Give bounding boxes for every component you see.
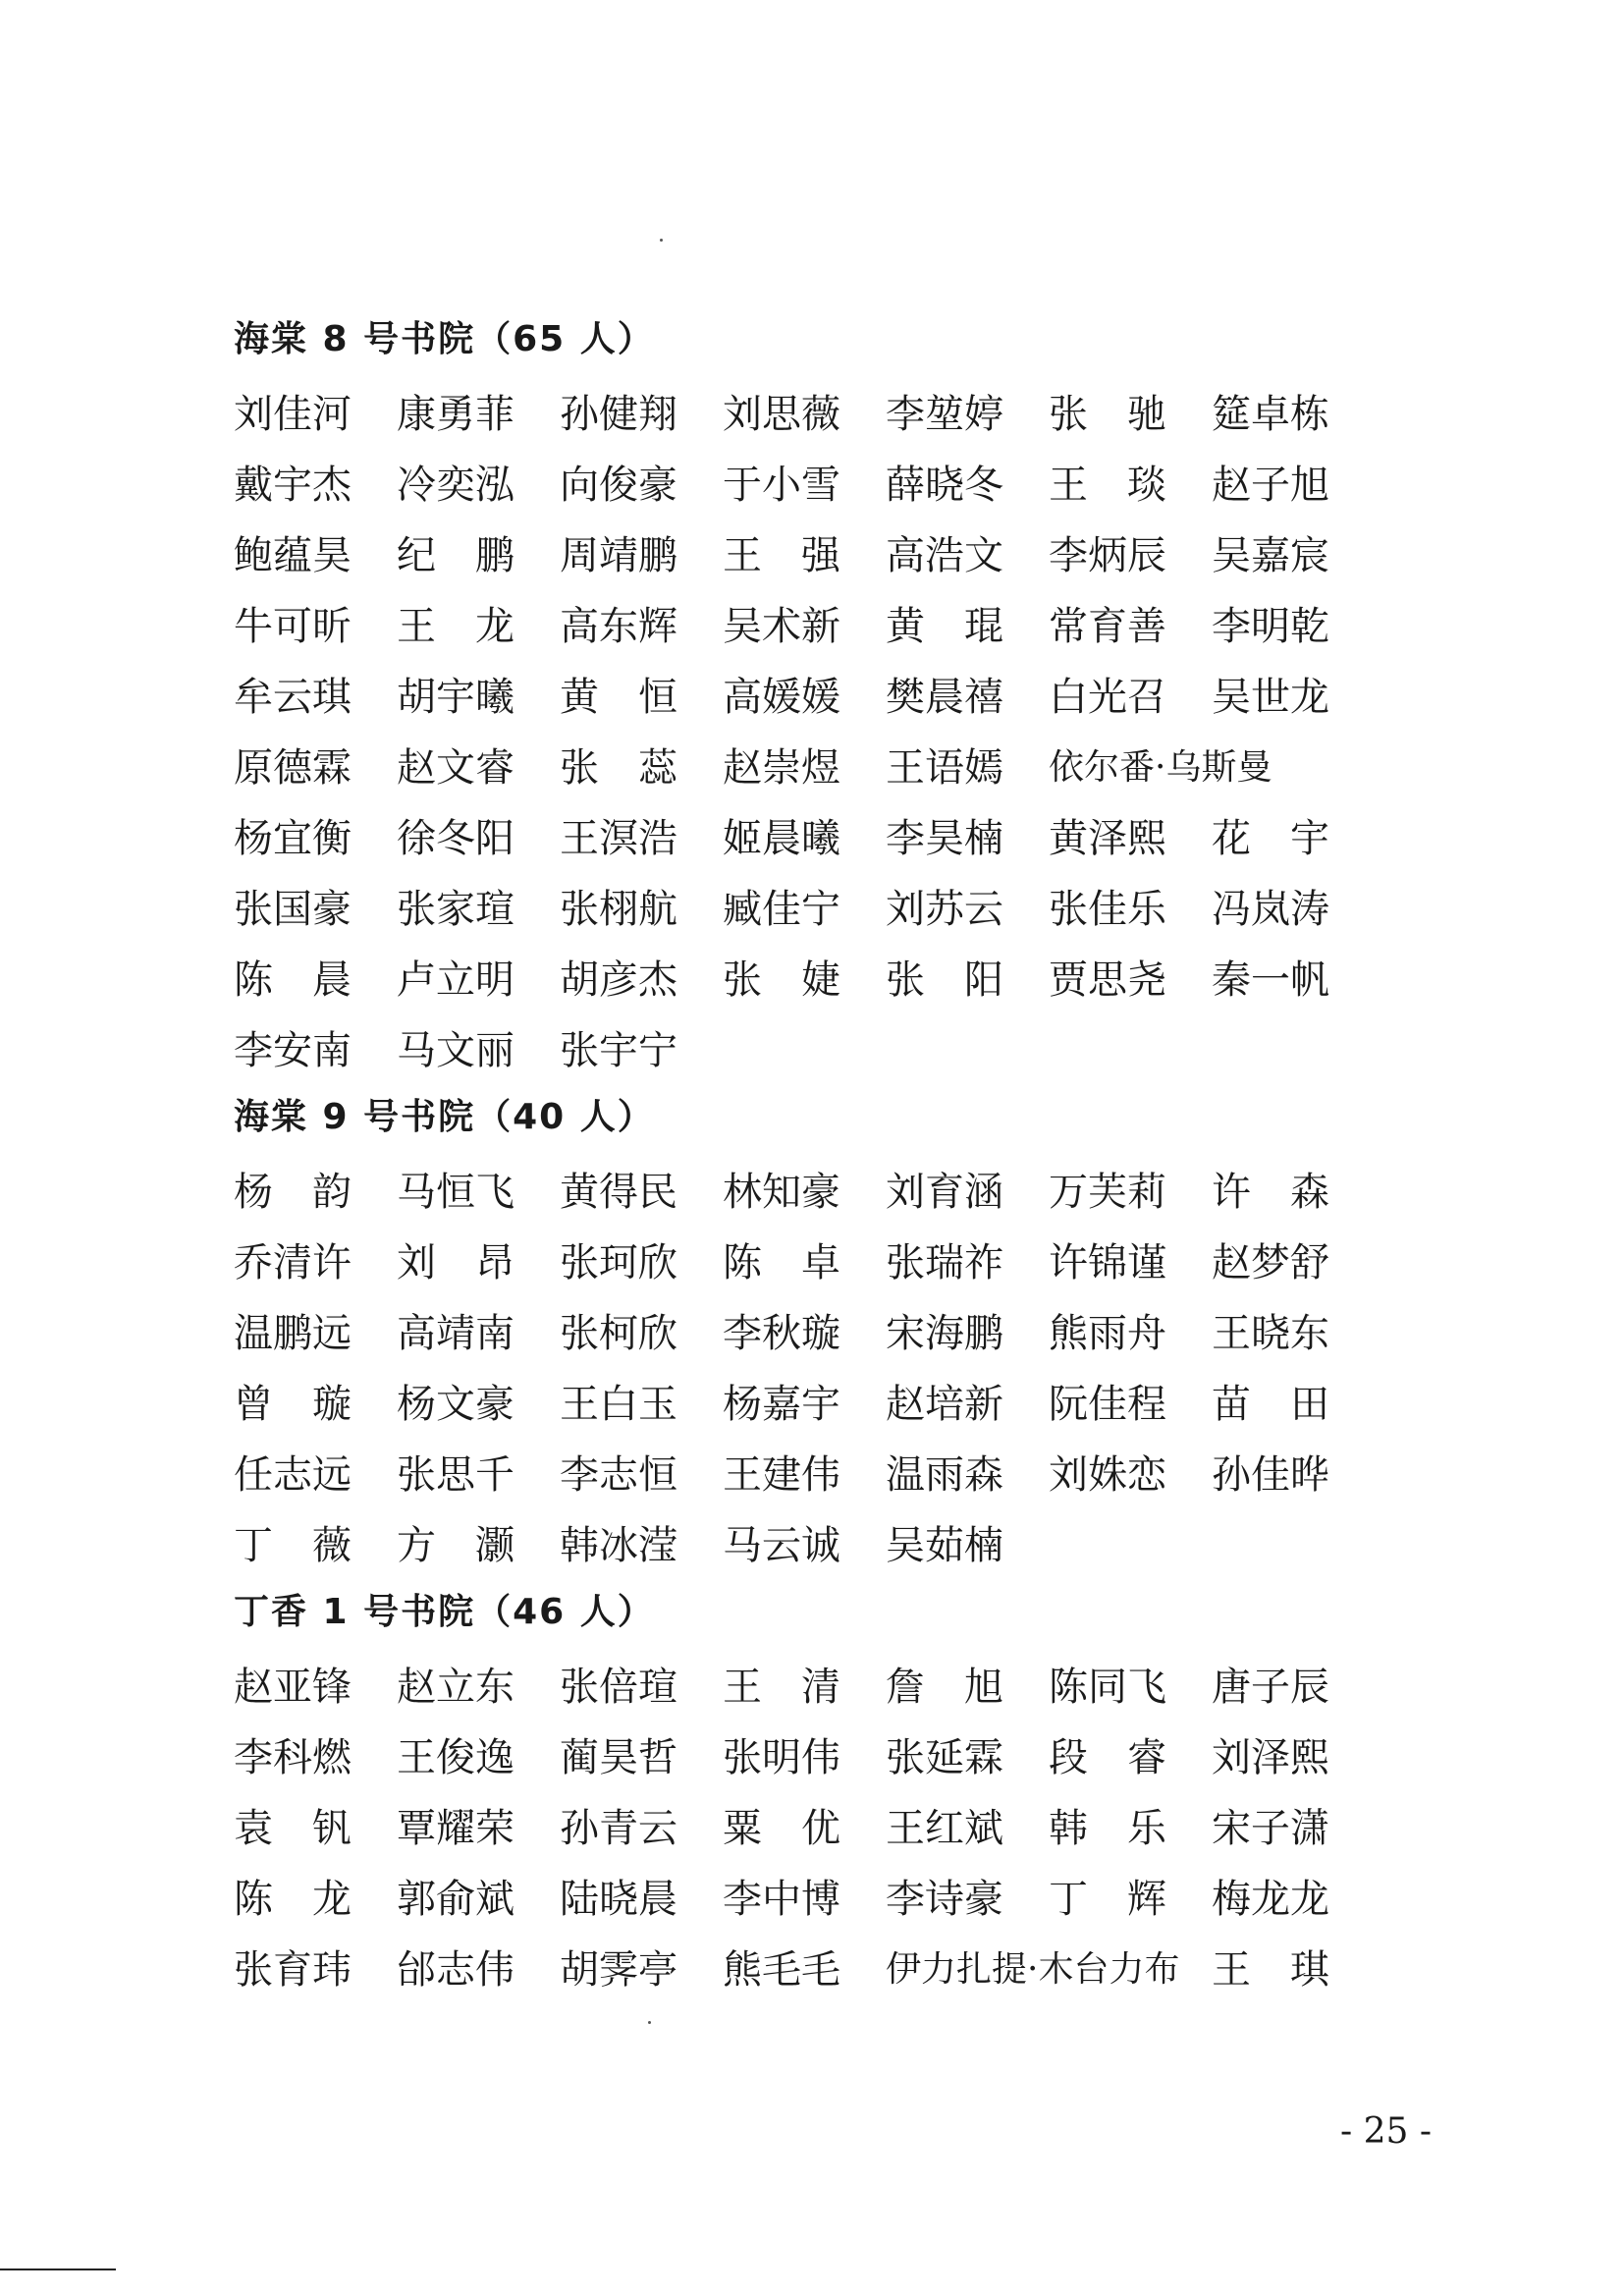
- person-name: 张家瑄: [397, 886, 514, 932]
- person-name: 薛晓冬: [886, 462, 1003, 508]
- person-name: 赵子旭: [1212, 462, 1329, 508]
- person-name: 张思千: [397, 1451, 514, 1498]
- person-name: 依尔番·乌斯曼: [1049, 746, 1272, 788]
- person-name: 张延霖: [886, 1734, 1003, 1780]
- person-name: 黄琨: [886, 603, 1043, 649]
- person-name: 马文丽: [397, 1027, 514, 1073]
- person-name: 张育玮: [234, 1946, 352, 1993]
- person-name: 王清: [723, 1664, 880, 1710]
- person-name: 林知豪: [723, 1169, 840, 1215]
- person-name: 贾思尧: [1049, 957, 1166, 1003]
- name-row: [234, 1436, 1392, 1506]
- person-name: 许森: [1212, 1169, 1369, 1215]
- person-name: 胡宇曦: [397, 674, 514, 720]
- person-name: 阮佳程: [1049, 1381, 1166, 1427]
- person-name: 陈同飞: [1049, 1664, 1166, 1710]
- person-name: 杨嘉宇: [723, 1381, 840, 1427]
- person-name: 杨文豪: [397, 1381, 514, 1427]
- person-name: 黄得民: [560, 1169, 677, 1215]
- name-row: [234, 870, 1392, 941]
- person-name: 马恒飞: [397, 1169, 514, 1215]
- person-name: 于小雪: [723, 462, 840, 508]
- person-name: 赵崇煜: [723, 744, 840, 791]
- person-name: 纪鹏: [397, 532, 554, 578]
- person-name: 张宇宁: [560, 1027, 677, 1073]
- page-number: - 25 -: [1339, 2111, 1432, 2152]
- name-row: [234, 517, 1392, 587]
- person-name: 张明伟: [723, 1734, 840, 1780]
- person-name: 詹旭: [886, 1664, 1043, 1710]
- person-name: 花宇: [1212, 815, 1369, 861]
- person-name: 孙佳晔: [1212, 1451, 1329, 1498]
- person-name: 段睿: [1049, 1734, 1206, 1780]
- person-name: 张柯欣: [560, 1310, 677, 1356]
- person-name: 李炳辰: [1049, 532, 1166, 578]
- name-row: [234, 1011, 1392, 1082]
- name-row: [234, 1365, 1392, 1436]
- person-name: 冯岚涛: [1212, 886, 1329, 932]
- person-name: 孙青云: [560, 1805, 677, 1851]
- person-name: 覃耀荣: [397, 1805, 514, 1851]
- person-name: 陈龙: [234, 1876, 391, 1922]
- person-name: 张瑞祚: [886, 1239, 1003, 1285]
- person-name: 张倍瑄: [560, 1664, 677, 1710]
- person-name: 常育善: [1049, 603, 1166, 649]
- person-name: 吴嘉宸: [1212, 532, 1329, 578]
- person-name: 鲍蕴昊: [234, 532, 352, 578]
- person-name: 赵梦舒: [1212, 1239, 1329, 1285]
- person-name: 李堃婷: [886, 391, 1003, 437]
- person-name: 邰志伟: [397, 1946, 514, 1993]
- name-row: [234, 658, 1392, 729]
- person-name: 韩乐: [1049, 1805, 1206, 1851]
- name-row: [234, 799, 1392, 870]
- name-row: [234, 941, 1392, 1011]
- person-name: 高媛媛: [723, 674, 840, 720]
- person-name: 樊晨禧: [886, 674, 1003, 720]
- footer-rule: [0, 2269, 116, 2270]
- person-name: 李秋璇: [723, 1310, 840, 1356]
- person-name: 王红斌: [886, 1805, 1003, 1851]
- person-name: 黄泽熙: [1049, 815, 1166, 861]
- person-name: 李安南: [234, 1027, 352, 1073]
- person-name: 秦一帆: [1212, 957, 1329, 1003]
- person-name: 宋海鹏: [886, 1310, 1003, 1356]
- person-name: 蔺昊哲: [560, 1734, 677, 1780]
- person-name: 温雨森: [886, 1451, 1003, 1498]
- person-name: 刘佳河: [234, 391, 352, 437]
- person-name: 张驰: [1049, 391, 1206, 437]
- person-name: 刘姝恋: [1049, 1451, 1166, 1498]
- name-row: [234, 1789, 1392, 1860]
- person-name: 刘育涵: [886, 1169, 1003, 1215]
- person-name: 张阳: [886, 957, 1043, 1003]
- name-row: [234, 1648, 1392, 1719]
- name-row: [234, 729, 1392, 799]
- name-row: [234, 446, 1392, 517]
- person-name: 丁薇: [234, 1522, 391, 1568]
- person-name: 王琪: [1212, 1946, 1369, 1993]
- person-name: 臧佳宁: [723, 886, 840, 932]
- person-name: 温鹏远: [234, 1310, 352, 1356]
- person-name: 苗田: [1212, 1381, 1369, 1427]
- person-name: 孙健翔: [560, 391, 677, 437]
- person-name: 曾璇: [234, 1381, 391, 1427]
- person-name: 李中博: [723, 1876, 840, 1922]
- person-name: 筵卓栋: [1212, 391, 1329, 437]
- person-name: 高东辉: [560, 603, 677, 649]
- person-name: 胡霁亭: [560, 1946, 677, 1993]
- person-name: 周靖鹏: [560, 532, 677, 578]
- person-name: 梅龙龙: [1212, 1876, 1329, 1922]
- person-name: 丁辉: [1049, 1876, 1206, 1922]
- scan-mark-bottom: [648, 2021, 651, 2024]
- person-name: 张蕊: [560, 744, 717, 791]
- person-name: 吴茹楠: [886, 1522, 1003, 1568]
- person-name: 熊雨舟: [1049, 1310, 1166, 1356]
- section-title: 海棠 9 号书院（40 人）: [234, 1097, 655, 1137]
- person-name: 原德霖: [234, 744, 352, 791]
- name-row: [234, 1153, 1392, 1224]
- person-name: 徐冬阳: [397, 815, 514, 861]
- person-name: 王语嫣: [886, 744, 1003, 791]
- roster-content: [234, 304, 1392, 2001]
- person-name: 白光召: [1049, 674, 1166, 720]
- person-name: 李志恒: [560, 1451, 677, 1498]
- person-name: 康勇菲: [397, 391, 514, 437]
- person-name: 陆晓晨: [560, 1876, 677, 1922]
- person-name: 韩冰滢: [560, 1522, 677, 1568]
- person-name: 王建伟: [723, 1451, 840, 1498]
- person-name: 方灏: [397, 1522, 554, 1568]
- person-name: 赵培新: [886, 1381, 1003, 1427]
- section-title: 海棠 8 号书院（65 人）: [234, 319, 655, 359]
- person-name: 王龙: [397, 603, 554, 649]
- name-row: [234, 1224, 1392, 1294]
- person-name: 刘苏云: [886, 886, 1003, 932]
- person-name: 宋子潇: [1212, 1805, 1329, 1851]
- person-name: 戴宇杰: [234, 462, 352, 508]
- name-row: [234, 1506, 1392, 1577]
- person-name: 刘泽熙: [1212, 1734, 1329, 1780]
- person-name: 赵立东: [397, 1664, 514, 1710]
- person-name: 牟云琪: [234, 674, 352, 720]
- person-name: 王晓东: [1212, 1310, 1329, 1356]
- person-name: 李科燃: [234, 1734, 352, 1780]
- person-name: 陈晨: [234, 957, 391, 1003]
- person-name: 袁钒: [234, 1805, 391, 1851]
- person-name: 李明乾: [1212, 603, 1329, 649]
- person-name: 马云诚: [723, 1522, 840, 1568]
- person-name: 杨韵: [234, 1169, 391, 1215]
- person-name: 高浩文: [886, 532, 1003, 578]
- person-name: 赵文睿: [397, 744, 514, 791]
- person-name: 伊力扎提·木台力布: [886, 1948, 1180, 1990]
- name-row: [234, 1931, 1392, 2001]
- person-name: 黄恒: [560, 674, 717, 720]
- person-name: 粟优: [723, 1805, 880, 1851]
- person-name: 高靖南: [397, 1310, 514, 1356]
- person-name: 熊毛毛: [723, 1946, 840, 1993]
- name-row: [234, 1860, 1392, 1931]
- person-name: 卢立明: [397, 957, 514, 1003]
- name-row: [234, 1294, 1392, 1365]
- person-name: 李昊楠: [886, 815, 1003, 861]
- name-row: [234, 587, 1392, 658]
- person-name: 牛可昕: [234, 603, 352, 649]
- person-name: 王琰: [1049, 462, 1206, 508]
- person-name: 郭俞斌: [397, 1876, 514, 1922]
- person-name: 王白玉: [560, 1381, 677, 1427]
- person-name: 李诗豪: [886, 1876, 1003, 1922]
- person-name: 杨宜衡: [234, 815, 352, 861]
- name-row: [234, 375, 1392, 446]
- person-name: 张婕: [723, 957, 880, 1003]
- person-name: 刘思薇: [723, 391, 840, 437]
- person-name: 冷奕泓: [397, 462, 514, 508]
- person-name: 张珂欣: [560, 1239, 677, 1285]
- person-name: 许锦谨: [1049, 1239, 1166, 1285]
- person-name: 万芙莉: [1049, 1169, 1166, 1215]
- person-name: 张佳乐: [1049, 886, 1166, 932]
- person-name: 任志远: [234, 1451, 352, 1498]
- section-title: 丁香 1 号书院（46 人）: [234, 1592, 655, 1632]
- person-name: 陈卓: [723, 1239, 880, 1285]
- person-name: 张栩航: [560, 886, 677, 932]
- name-row: [234, 1719, 1392, 1789]
- person-name: 刘昂: [397, 1239, 554, 1285]
- person-name: 向俊豪: [560, 462, 677, 508]
- person-name: 姬晨曦: [723, 815, 840, 861]
- person-name: 唐子辰: [1212, 1664, 1329, 1710]
- person-name: 胡彦杰: [560, 957, 677, 1003]
- person-name: 吴世龙: [1212, 674, 1329, 720]
- person-name: 赵亚锋: [234, 1664, 352, 1710]
- person-name: 张国豪: [234, 886, 352, 932]
- scan-mark-top: [660, 239, 663, 242]
- person-name: 王强: [723, 532, 880, 578]
- person-name: 王俊逸: [397, 1734, 514, 1780]
- person-name: 吴术新: [723, 603, 840, 649]
- person-name: 乔清许: [234, 1239, 352, 1285]
- person-name: 王溟浩: [560, 815, 677, 861]
